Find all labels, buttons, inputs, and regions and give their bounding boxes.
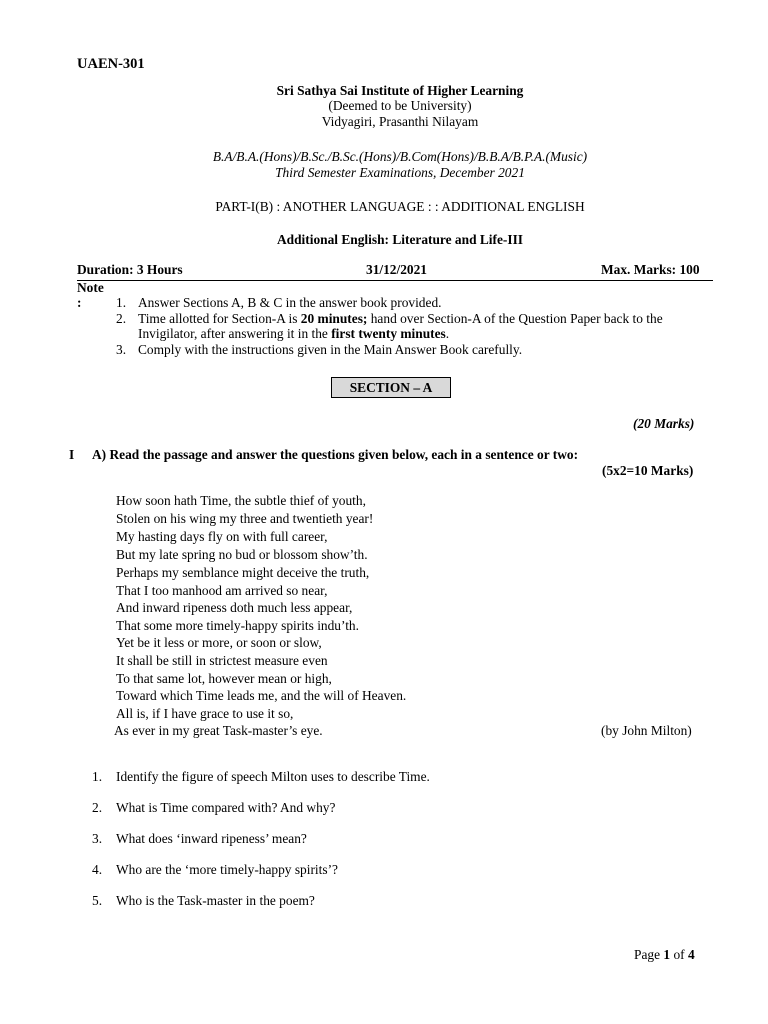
question-marks: (5x2=10 Marks) bbox=[602, 463, 694, 478]
deemed-university: (Deemed to be University) bbox=[328, 98, 472, 113]
programs-list: B.A/B.A.(Hons)/B.Sc./B.Sc.(Hons)/B.Com(Hons)/B.B.A/B.P.A.(Music) bbox=[212, 149, 588, 164]
question-item: 3. What does ‘inward ripeness’ mean? bbox=[92, 831, 307, 846]
poem-line: As ever in my great Task-master’s eye. bbox=[114, 723, 323, 738]
question-roman-numeral: I bbox=[69, 447, 75, 462]
note-item-continuation: Invigilator, after answering it in the first twenty minutes. bbox=[138, 326, 450, 341]
poem-line: Yet be it less or more, or soon or slow, bbox=[116, 635, 322, 650]
poem-author: (by John Milton) bbox=[601, 723, 692, 738]
question-item: 5. Who is the Task-master in the poem? bbox=[92, 893, 315, 908]
poem-line: Stolen on his wing my three and twentieth year! bbox=[116, 511, 374, 526]
header-rule bbox=[77, 280, 713, 281]
institute-location: Vidyagiri, Prasanthi Nilayam bbox=[321, 114, 479, 129]
poem-line: But my late spring no bud or blossom show’th. bbox=[116, 547, 368, 562]
poem-line: That I too manhood am arrived so near, bbox=[116, 583, 328, 598]
part-title: PART-I(B) : ANOTHER LANGUAGE : : ADDITIONAL ENGLISH bbox=[215, 199, 585, 214]
question-item: 4. Who are the ‘more timely-happy spirits’? bbox=[92, 862, 338, 877]
question-item: 2. What is Time compared with? And why? bbox=[92, 800, 336, 815]
poem-line: That some more timely-happy spirits indu’th. bbox=[116, 618, 359, 633]
poem-line: All is, if I have grace to use it so, bbox=[116, 706, 294, 721]
exam-title: Third Semester Examinations, December 2021 bbox=[275, 165, 525, 180]
note-colon: : bbox=[77, 295, 82, 310]
exam-date: 31/12/2021 bbox=[366, 262, 428, 277]
section-a-header: SECTION – A bbox=[331, 377, 451, 398]
question-instruction: A) Read the passage and answer the questions given below, each in a sentence or two: bbox=[92, 447, 579, 462]
poem-line: And inward ripeness doth much less appear, bbox=[116, 600, 353, 615]
poem-line: To that same lot, however mean or high, bbox=[116, 671, 332, 686]
question-item: 1. Identify the figure of speech Milton uses to describe Time. bbox=[92, 769, 430, 784]
note-item: 1. Answer Sections A, B & C in the answer book provided. bbox=[116, 295, 442, 310]
max-marks: Max. Marks: 100 bbox=[601, 262, 700, 277]
poem-line: My hasting days fly on with full career, bbox=[116, 529, 328, 544]
note-label: Note bbox=[77, 280, 104, 295]
section-marks: (20 Marks) bbox=[633, 416, 695, 431]
course-title: Additional English: Literature and Life-III bbox=[276, 232, 524, 247]
institute-name: Sri Sathya Sai Institute of Higher Learning bbox=[276, 83, 524, 98]
poem-line: Perhaps my semblance might deceive the truth, bbox=[116, 565, 370, 580]
note-item: 2. Time allotted for Section-A is 20 minutes; hand over Section-A of the Question Paper back to the bbox=[116, 311, 663, 326]
duration: Duration: 3 Hours bbox=[77, 262, 183, 277]
poem-line: How soon hath Time, the subtle thief of youth, bbox=[116, 493, 366, 508]
poem-line: It shall be still in strictest measure even bbox=[116, 653, 328, 668]
poem-line: Toward which Time leads me, and the will of Heaven. bbox=[116, 688, 407, 703]
page-number: Page 1 of 4 bbox=[634, 947, 695, 962]
note-item: 3. Comply with the instructions given in the Main Answer Book carefully. bbox=[116, 342, 523, 357]
paper-code: UAEN-301 bbox=[77, 56, 145, 72]
